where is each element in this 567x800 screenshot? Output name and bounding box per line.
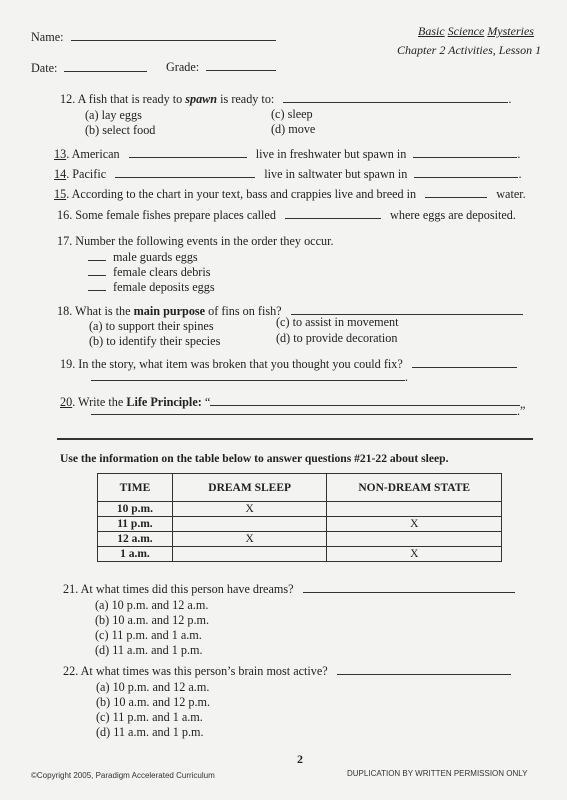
question-text: 21. At what times did this person have dreams? [63,582,294,596]
grade-blank[interactable] [206,60,276,71]
option-c: (c) to assist in movement [276,315,399,329]
date-field[interactable] [31,61,147,76]
punctuation: . [517,147,521,161]
sleep-table [97,473,502,562]
dream-cell: X [172,502,327,517]
list-item [88,250,198,265]
time-cell: 1 a.m. [98,547,173,562]
answer-blank[interactable] [303,582,515,593]
punctuation: “ [204,395,211,409]
question-text: where eggs are deposited. [390,208,516,222]
question-16 [57,208,516,223]
question-text: 22. At what times was this person’s brain most active? [63,664,328,678]
option-d: (d) 11 a.m. and 1 p.m. [96,725,204,739]
section-divider [57,438,533,440]
answer-line-2[interactable] [91,370,408,385]
option-a: (a) lay eggs [85,108,142,122]
option-c: (c) 11 p.m. and 1 a.m. [95,628,202,642]
table-row [98,502,502,517]
answer-blank[interactable] [115,167,255,178]
question-14 [54,167,522,182]
option-b: (b) to identify their species [89,334,221,348]
time-cell: 11 p.m. [98,517,173,532]
page-number: 2 [297,752,303,766]
question-number: 13 [54,147,67,161]
option-b: (b) 10 a.m. and 12 p.m. [95,613,210,627]
answer-blank[interactable] [129,147,247,158]
question-15 [54,187,526,202]
column-header: DREAM SLEEP [172,474,327,502]
nondream-cell: X [327,517,502,532]
question-number: 20 [60,395,73,409]
duplication-notice: DUPLICATION BY WRITTEN PERMISSION ONLY [347,769,528,778]
question-text: . According to the chart in your text, bass and crappies live and breed in [66,187,417,201]
question-text: live in freshwater but spawn in [255,147,407,161]
question-text: 16. Some female fishes prepare places called [57,208,276,222]
punctuation: . [518,167,522,181]
question-text: . Pacific [66,167,107,181]
answer-blank[interactable] [412,357,517,368]
keyword: main purpose [133,304,206,318]
book-title [418,24,534,39]
option-c: (c) sleep [271,107,313,121]
grade-label: Grade: [166,60,200,74]
answer-blank[interactable] [91,370,405,381]
order-blank[interactable] [88,265,106,276]
nondream-cell [327,502,502,517]
dream-cell [172,517,327,532]
name-blank[interactable] [71,30,276,41]
punctuation: .” [517,404,526,418]
dream-cell: X [172,532,327,547]
question-13 [54,147,520,162]
option-a: (a) 10 p.m. and 12 a.m. [95,598,209,612]
nondream-cell: X [327,547,502,562]
keyword: Life Principle: [126,395,202,409]
option-b: (b) 10 a.m. and 12 p.m. [96,695,211,709]
question-text: of fins on fish? [205,304,282,318]
question-22 [63,664,511,679]
question-text: 19. In the story, what item was broken that you thought you could fix? [60,357,403,371]
answer-blank[interactable] [285,208,381,219]
answer-blank[interactable] [337,664,511,675]
book-title-word: Science [447,24,485,38]
option-c: (c) 11 p.m. and 1 a.m. [96,710,203,724]
question-text: is ready to: [217,92,275,106]
option-d: (d) to provide decoration [276,331,398,345]
table-row [98,547,502,562]
keyword: spawn [185,92,218,106]
date-label: Date: [31,61,58,75]
nondream-cell [327,532,502,547]
question-12: 12. A fish that is ready to spawn is ready to: . [60,92,512,106]
question-number: 14 [54,167,67,181]
question-text: water. [496,187,526,201]
event-text: male guards eggs [113,250,198,264]
column-header: TIME [98,474,173,502]
event-text: female clears debris [113,265,211,279]
list-item [88,265,211,280]
answer-blank[interactable] [291,304,523,315]
answer-blank[interactable] [414,167,518,178]
question-text: . Write the [72,395,127,409]
answer-blank[interactable] [283,92,508,103]
date-blank[interactable] [64,61,147,72]
punctuation: . [405,370,409,384]
question-number: 15 [54,187,67,201]
book-title-word: Mysteries [487,24,534,38]
option-a: (a) to support their spines [89,319,214,333]
option-d: (d) 11 a.m. and 1 p.m. [95,643,203,657]
copyright-notice: ©Copyright 2005, Paradigm Accelerated Curriculum [31,771,215,780]
column-header: NON-DREAM STATE [327,474,502,502]
time-cell: 10 p.m. [98,502,173,517]
option-a: (a) 10 p.m. and 12 a.m. [96,680,210,694]
question-21 [63,582,515,597]
dream-cell [172,547,327,562]
name-label: Name: [31,30,64,44]
question-text: . American [66,147,120,161]
instructions: Use the information on the table below to answer questions #21-22 about sleep. [60,452,449,465]
answer-blank[interactable] [91,404,517,415]
name-field[interactable] [31,30,276,45]
option-b: (b) select food [85,123,156,137]
order-blank[interactable] [88,280,106,291]
time-cell: 12 a.m. [98,532,173,547]
question-number: 12. [60,92,76,106]
table-row [98,517,502,532]
table-row [98,532,502,547]
option-d: (d) move [271,122,316,136]
question-text: 18. What is the [57,304,134,318]
grade-field[interactable] [166,60,276,75]
chapter-label: Chapter 2 Activities, Lesson 1 [397,43,542,57]
question-text: live in saltwater but spawn in [264,167,408,181]
table-header-row [98,474,502,502]
answer-blank[interactable] [425,187,487,198]
question-17: 17. Number the following events in the order they occur. [57,234,334,248]
list-item [88,280,215,295]
book-title-word: Basic [418,24,445,38]
order-blank[interactable] [88,250,106,261]
event-text: female deposits eggs [113,280,215,294]
question-text: A fish that is ready to [77,92,186,106]
answer-blank[interactable] [413,147,517,158]
answer-line-2[interactable] [91,404,525,419]
